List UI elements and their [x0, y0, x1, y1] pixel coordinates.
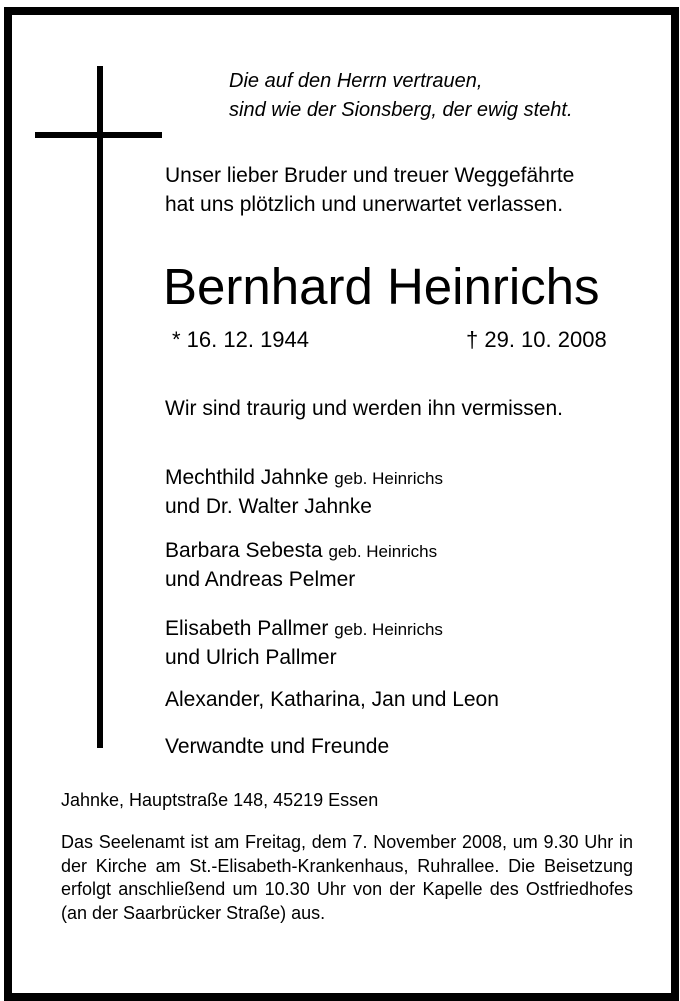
mourner-name: Barbara Sebesta: [165, 539, 323, 562]
maiden-name: geb. Heinrichs: [334, 620, 443, 639]
intro-text: [165, 161, 574, 219]
mourner-partner: und Andreas Pelmer: [165, 568, 356, 591]
mourner-name: Elisabeth Pallmer: [165, 617, 329, 640]
grandchildren: Alexander, Katharina, Jan und Leon: [165, 688, 499, 711]
intro-line-2: hat uns plötzlich und unerwartet verlassen.: [165, 193, 564, 216]
intro-line-1: Unser lieber Bruder und treuer Weggefährte: [165, 164, 575, 187]
cross-icon-bar: [35, 132, 162, 138]
cross-icon: [97, 66, 103, 748]
death-date: † 29. 10. 2008: [466, 327, 607, 352]
mourner-partner: und Dr. Walter Jahnke: [165, 495, 372, 518]
maiden-name: geb. Heinrichs: [328, 542, 438, 561]
mourner-entry: [165, 537, 437, 594]
mourner-entry: [165, 464, 443, 521]
birth-date: * 16. 12. 1944: [172, 327, 310, 352]
mourner-partner: und Ulrich Pallmer: [165, 646, 337, 669]
maiden-name: geb. Heinrichs: [334, 469, 443, 488]
sorrow-line: Wir sind traurig und werden ihn vermissen.: [165, 397, 563, 420]
mourner-entry: [165, 615, 443, 672]
relatives: Verwandte und Freunde: [165, 735, 390, 758]
bible-quote: [229, 67, 573, 125]
bible-quote-line-1: Die auf den Herrn vertrauen,: [229, 70, 483, 92]
bible-quote-line-2: sind wie der Sionsberg, der ewig steht.: [229, 99, 573, 121]
service-details: Das Seelenamt ist am Freitag, dem 7. November 2008, um 9.30 Uhr in der Kirche am St.-Elisabeth-Krankenhaus, Ruhrallee. Die Beisetzung erfolgt anschließend um 10.30 Uhr von der Kapelle des Ostfriedhofes (an der Saarbrücker Straße) aus.: [61, 832, 633, 923]
deceased-name: Bernhard Heinrichs: [163, 258, 600, 315]
contact-address: Jahnke, Hauptstraße 148, 45219 Essen: [61, 790, 379, 810]
mourner-name: Mechthild Jahnke: [165, 466, 329, 489]
